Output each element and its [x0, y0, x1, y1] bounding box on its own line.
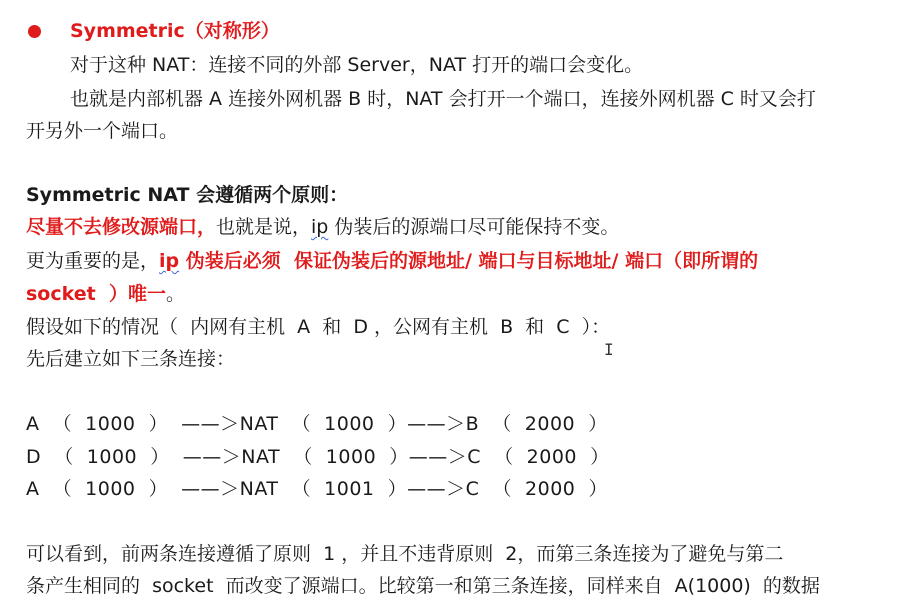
principle-2-end: 。	[165, 283, 185, 305]
intro-line-3: 开另外一个端口。	[26, 120, 179, 142]
principle-1	[26, 214, 619, 240]
principle-2-ip: ip	[159, 250, 180, 272]
conclusion-line-1: 可以看到，前两条连接遵循了原则 1 ，并且不违背原则 2，而第三条连接为了避免与第二	[26, 543, 784, 565]
principle-2-continued	[26, 281, 185, 307]
connection-row: A （ 1000 ） ——＞NAT （ 1001 ）——＞C （ 2000 ）	[26, 478, 608, 500]
conclusion-line-2: 条产生相同的 socket 而改变了源端口。比较第一和第三条连接，同样来自 A(1000) 的数据	[26, 575, 820, 597]
principle-1-text-b: 伪装后的源端口尽可能保持不变。	[328, 216, 620, 238]
scenario-line-2: 先后建立如下三条连接：	[26, 348, 236, 370]
principle-2-emphasis-2: socket ）唯一	[26, 283, 166, 305]
principles-title: Symmetric NAT 会遵循两个原则：	[26, 184, 349, 206]
connection-row: A （ 1000 ） ——＞NAT （ 1000 ）——＞B （ 2000 ）	[26, 413, 608, 435]
principle-2-prefix: 更为重要的是，	[26, 250, 160, 272]
principle-1-text-a: 也就是说，	[216, 216, 312, 238]
bullet-icon	[28, 25, 41, 38]
principle-2-emphasis: 伪装后必须 保证伪装后的源地址/ 端口与目标地址/ 端口（即所谓的	[179, 250, 759, 272]
principle-1-ip: ip	[311, 216, 329, 238]
text-cursor-icon: I	[604, 340, 614, 359]
section-heading: Symmetric（对称形）	[70, 20, 280, 42]
intro-line-2: 也就是内部机器 A 连接外网机器 B 时，NAT 会打开一个端口，连接外网机器 C 时又会打	[70, 88, 816, 110]
connection-row: D （ 1000 ） ——＞NAT （ 1000 ）——＞C （ 2000 ）	[26, 446, 610, 468]
principle-2	[26, 248, 758, 274]
intro-line-1: 对于这种 NAT：连接不同的外部 Server，NAT 打开的端口会变化。	[70, 54, 644, 76]
principle-1-emphasis: 尽量不去修改源端口，	[26, 216, 217, 238]
scenario-line-1: 假设如下的情况（ 内网有主机 A 和 D ，公网有主机 B 和 C ）：	[26, 316, 611, 338]
